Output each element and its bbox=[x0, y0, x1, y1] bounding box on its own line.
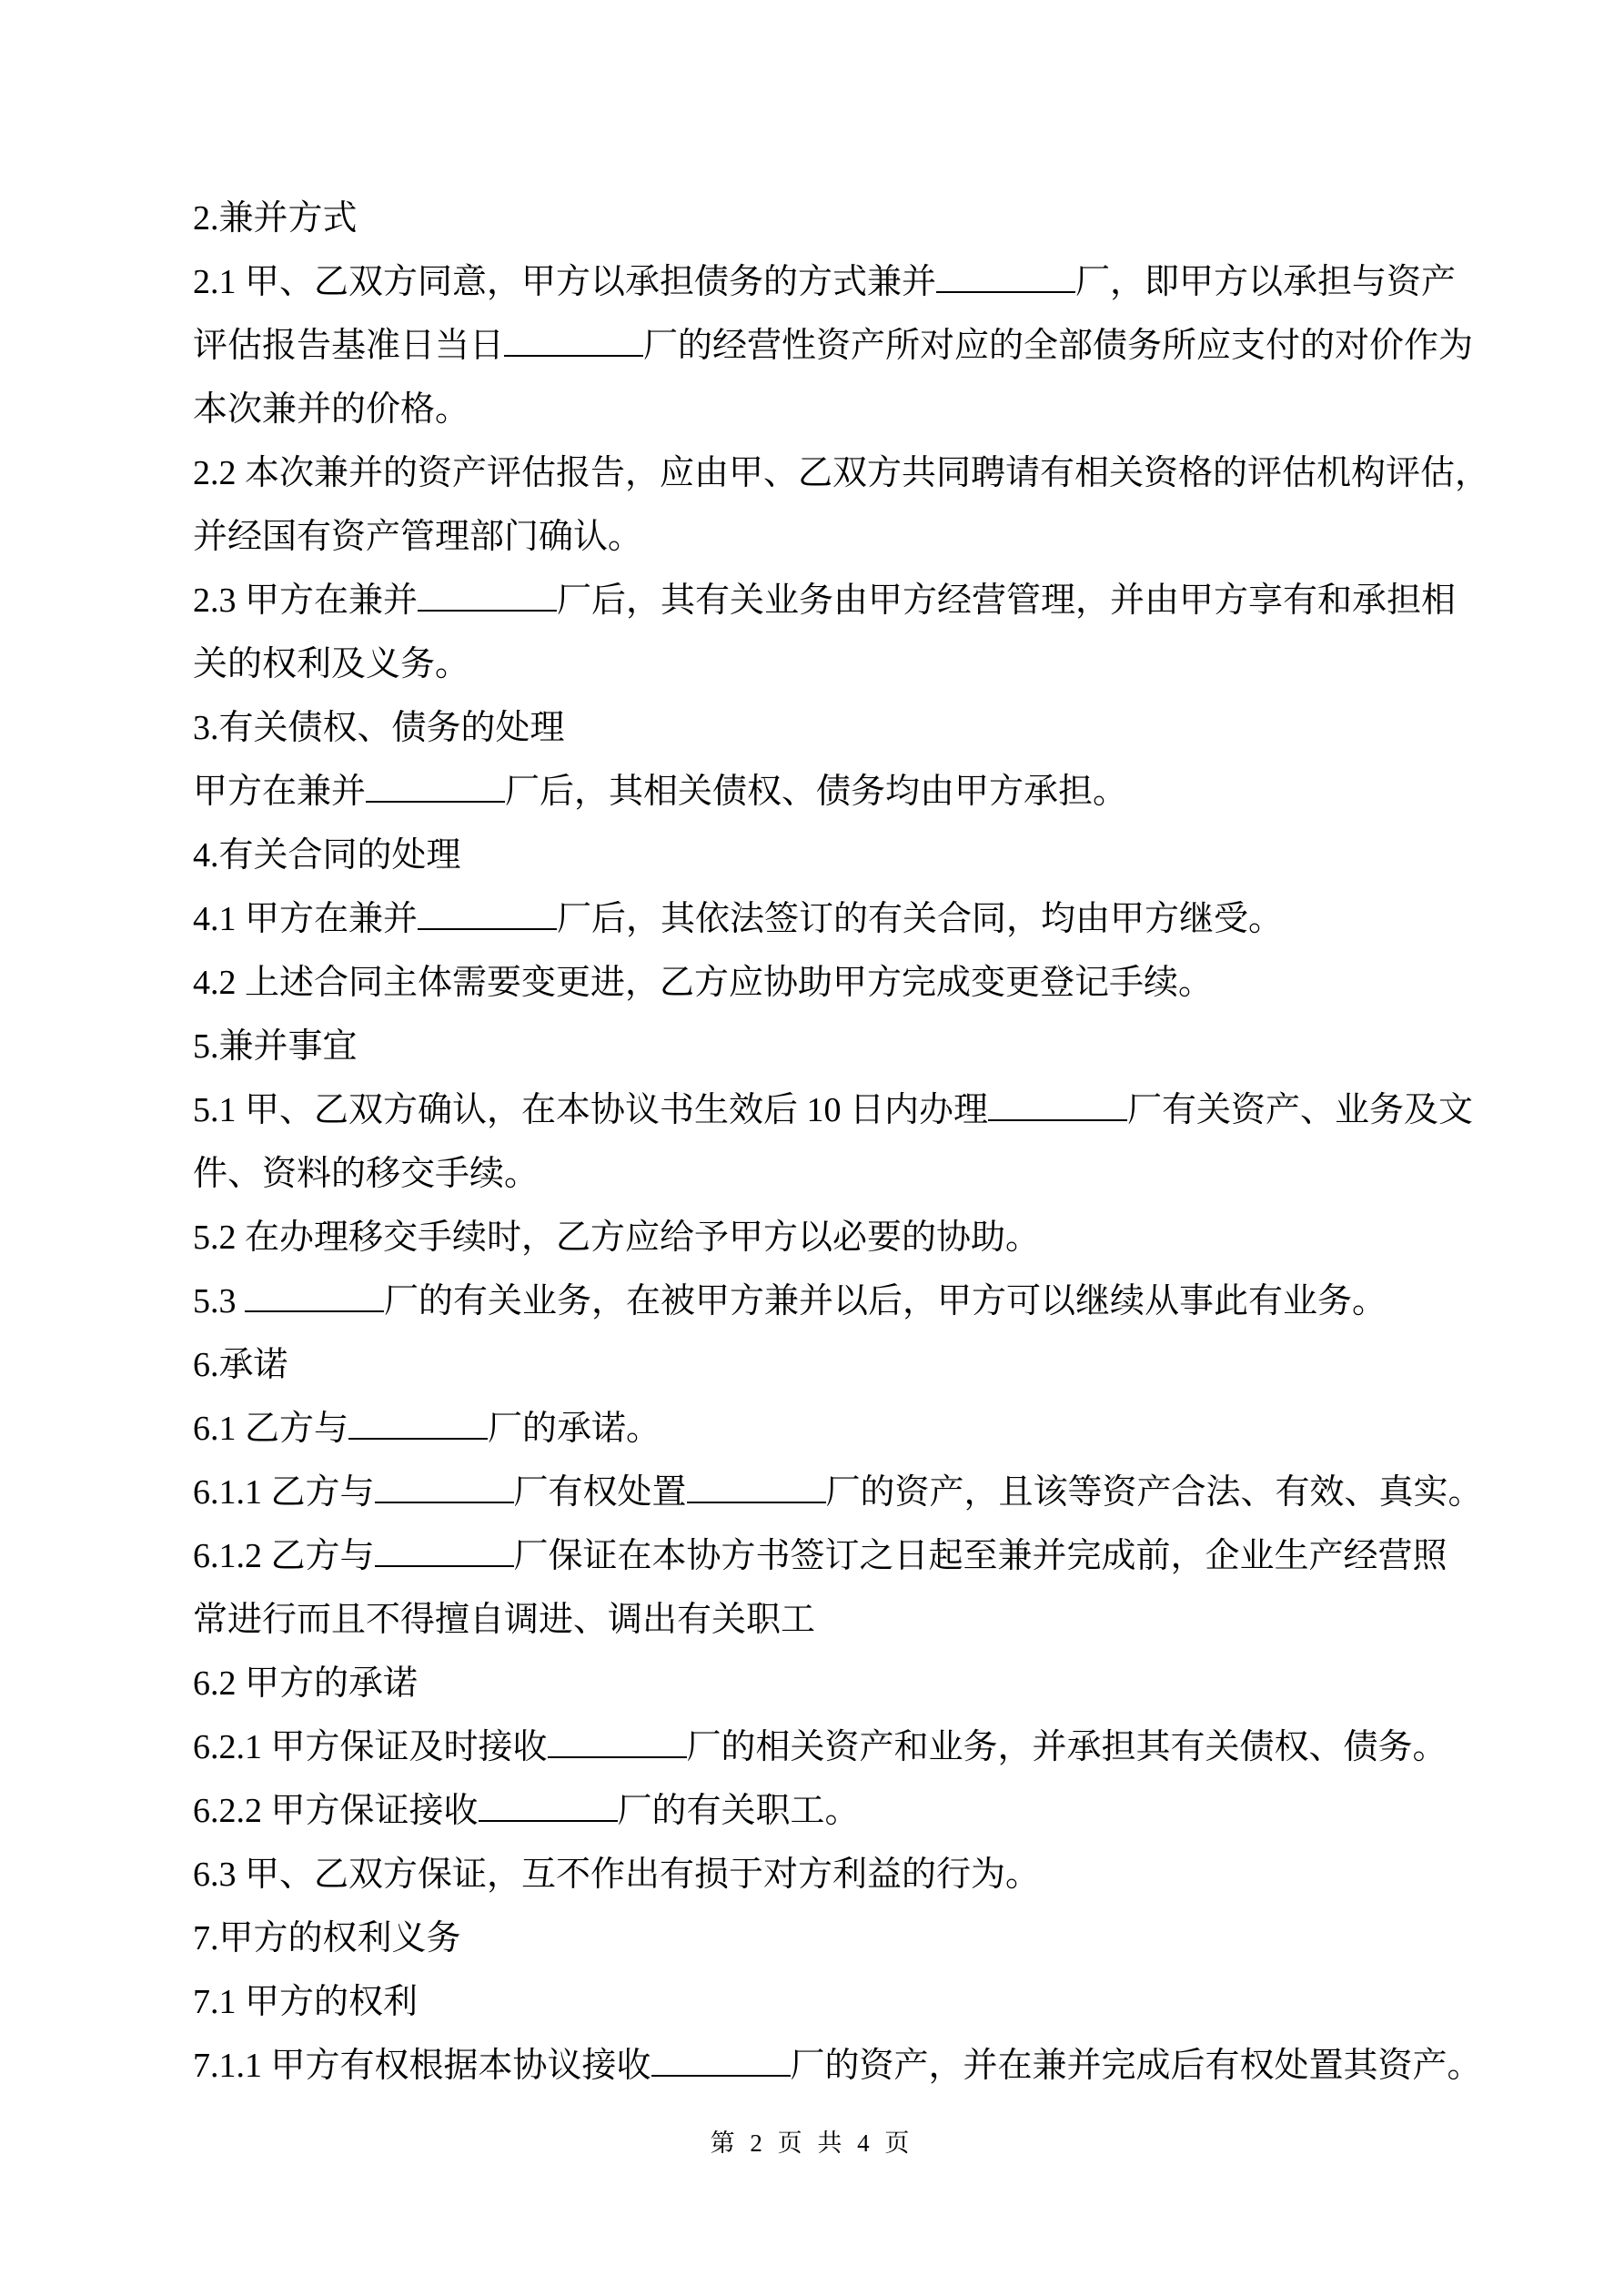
document-line: 6.2.2 甲方保证接收 厂的有关职工。 bbox=[193, 1792, 860, 1830]
document-line: 5.兼并事宜 bbox=[193, 1027, 358, 1066]
document-line: 5.3 厂的有关业务，在被甲方兼并以后，甲方可以继续从事此有业务。 bbox=[193, 1282, 1387, 1320]
blank-field bbox=[548, 1756, 687, 1758]
document-line: 并经国有资产管理部门确认。 bbox=[193, 518, 643, 556]
document-line: 3.有关债权、债务的处理 bbox=[193, 709, 565, 747]
paragraph bbox=[193, 1397, 1436, 1461]
paragraph bbox=[193, 1461, 1483, 1524]
paragraph bbox=[193, 1206, 1436, 1269]
document-line: 6.3 甲、乙双方保证，互不作出有损于对方利益的行为。 bbox=[193, 1856, 1041, 1894]
document-line: 评估报告基准日当日 厂的经营性资产所对应的全部债务所应支付的对价作为 bbox=[193, 327, 1474, 365]
document-line: 5.1 甲、乙双方确认，在本协议书生效后 10 日内办理 厂有关资产、业务及文 bbox=[193, 1091, 1474, 1129]
paragraph bbox=[193, 696, 1436, 760]
document-line: 6.1 乙方与 厂的承诺。 bbox=[193, 1410, 661, 1448]
blank-field bbox=[936, 291, 1075, 293]
paragraph bbox=[193, 1015, 1436, 1078]
document-line: 7.1.1 甲方有权根据本协议接收 厂的资产，并在兼并完成后有权处置其资产。 bbox=[193, 2047, 1482, 2085]
paragraph bbox=[193, 187, 1436, 250]
blank-field bbox=[504, 355, 643, 357]
document-line: 6.1.2 乙方与 厂保证在本协方书签订之日起至兼并完成前，企业生产经营照 bbox=[193, 1537, 1447, 1575]
paragraph bbox=[193, 760, 1436, 824]
paragraph bbox=[193, 951, 1436, 1015]
paragraph bbox=[193, 569, 1457, 696]
document-line: 本次兼并的价格。 bbox=[193, 390, 470, 429]
document-line: 关的权利及义务。 bbox=[193, 645, 470, 683]
paragraph bbox=[193, 1970, 1436, 2034]
paragraph bbox=[193, 1843, 1436, 1907]
document-line: 甲方在兼并 厂后，其相关债权、债务均由甲方承担。 bbox=[193, 773, 1128, 811]
document-line: 4.2 上述合同主体需要变更进，乙方应协助甲方完成变更登记手续。 bbox=[193, 964, 1214, 1002]
blank-field bbox=[479, 1820, 618, 1822]
blank-field bbox=[687, 1502, 826, 1503]
paragraph bbox=[193, 1652, 1436, 1715]
paragraph bbox=[193, 1078, 1474, 1206]
paragraph bbox=[193, 1779, 1436, 1843]
paragraph bbox=[193, 1907, 1436, 1970]
document-line: 4.1 甲方在兼并 厂后，其依法签订的有关合同，均由甲方继受。 bbox=[193, 900, 1284, 938]
paragraph bbox=[193, 1333, 1436, 1397]
document-line: 7.甲方的权利义务 bbox=[193, 1919, 461, 1957]
document-line: 6.2.1 甲方保证及时接收 厂的相关资产和业务，并承担其有关债权、债务。 bbox=[193, 1728, 1447, 1766]
document-line: 6.承诺 bbox=[193, 1346, 288, 1384]
paragraph bbox=[193, 1715, 1447, 1779]
document-body bbox=[193, 187, 1490, 2098]
document-line: 7.1 甲方的权利 bbox=[193, 1983, 419, 2021]
document-line: 常进行而且不得擅自调进、调出有关职工 bbox=[193, 1601, 816, 1639]
paragraph bbox=[193, 441, 1490, 569]
paragraph bbox=[193, 1269, 1436, 1333]
paragraph bbox=[193, 824, 1436, 887]
document-line: 2.2 本次兼并的资产评估报告，应由甲、乙双方共同聘请有相关资格的评估机构评估， bbox=[193, 454, 1490, 492]
document-line: 2.兼并方式 bbox=[193, 199, 358, 238]
document-line: 4.有关合同的处理 bbox=[193, 836, 461, 875]
blank-field bbox=[245, 1310, 384, 1312]
document-line: 5.2 在办理移交手续时，乙方应给予甲方以必要的协助。 bbox=[193, 1219, 1041, 1257]
blank-field bbox=[988, 1119, 1127, 1121]
blank-field bbox=[366, 801, 505, 803]
document-line: 2.3 甲方在兼并 厂后，其有关业务由甲方经营管理，并由甲方享有和承担相 bbox=[193, 582, 1457, 620]
blank-field bbox=[348, 1438, 488, 1440]
page-footer bbox=[0, 2120, 1624, 2166]
paragraph bbox=[193, 250, 1474, 441]
paragraph bbox=[193, 2034, 1482, 2098]
blank-field bbox=[375, 1565, 514, 1567]
paragraph bbox=[193, 887, 1436, 951]
document-line: 件、资料的移交手续。 bbox=[193, 1155, 540, 1193]
paragraph bbox=[193, 1524, 1447, 1652]
blank-field bbox=[651, 2075, 791, 2077]
blank-field bbox=[418, 610, 557, 612]
blank-field bbox=[375, 1502, 514, 1503]
document-line: 2.1 甲、乙双方同意，甲方以承担债务的方式兼并 厂，即甲方以承担与资产 bbox=[193, 263, 1457, 301]
document-line: 6.2 甲方的承诺 bbox=[193, 1664, 419, 1703]
blank-field bbox=[418, 928, 557, 930]
document-line: 6.1.1 乙方与 厂有权处置 厂的资产，且该等资产合法、有效、真实。 bbox=[193, 1473, 1483, 1512]
page-number: 第 2 页 共 4 页 bbox=[710, 2129, 914, 2157]
